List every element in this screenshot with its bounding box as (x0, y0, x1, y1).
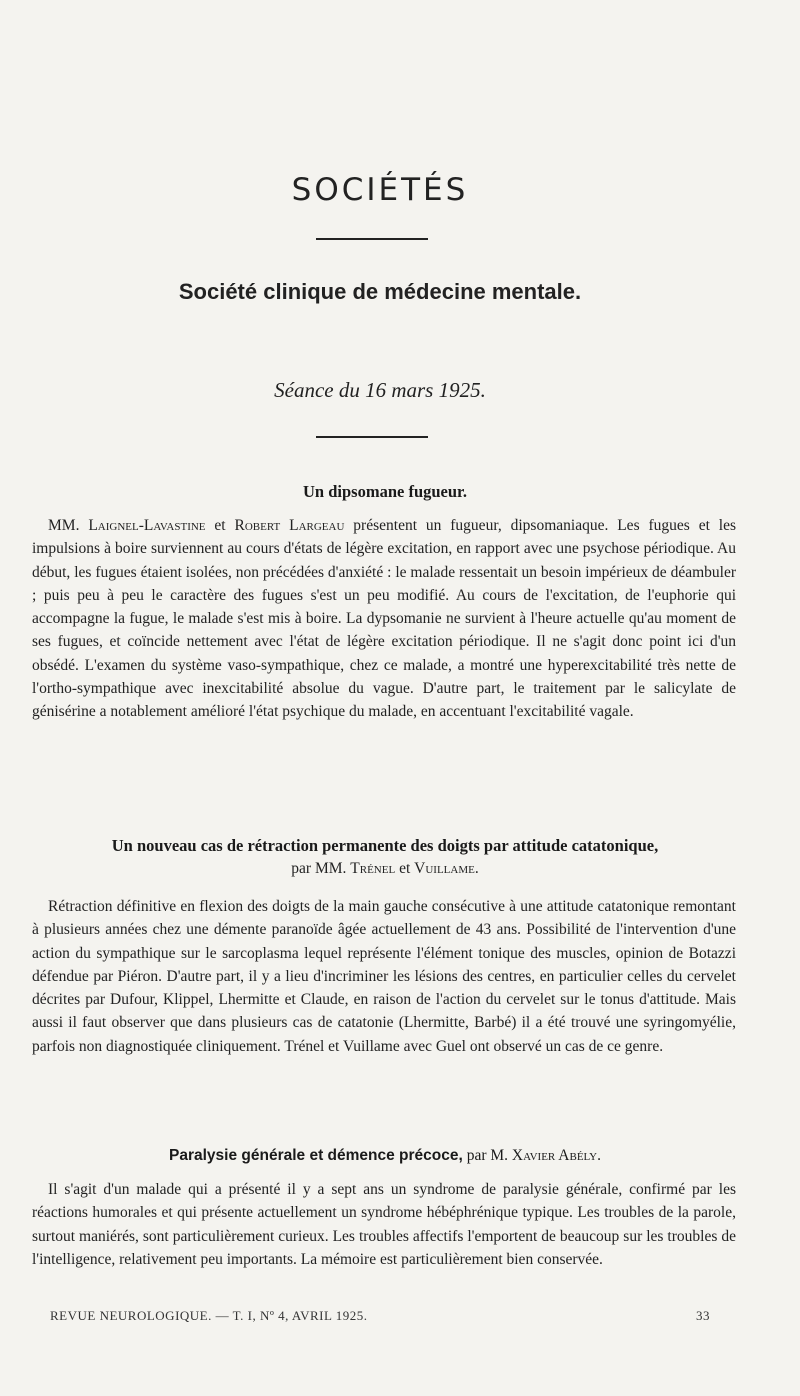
author-name: Vuillame (414, 860, 475, 877)
author-name: Trénel (350, 860, 396, 877)
author-name: Xavier Abély (511, 1147, 598, 1164)
page-number: 33 (696, 1308, 710, 1323)
byline-suffix: . (474, 860, 479, 877)
section-body-dipsomane (32, 514, 736, 724)
session-date: Séance du 16 mars 1925. (274, 378, 486, 402)
page-title: SOCIÉTÉS (291, 172, 469, 208)
journal-reference: REVUE NEUROLOGIQUE. — T. I, Nº 4, AVRIL 1925. (50, 1308, 368, 1323)
paragraph-text: présentent un fugueur, dipsomaniaque. Les fugues et les impulsions à boire surviennent au cours d'états de légère excitation, en rapport avec une psychose périodique. Au début, les fugues étaient isolées, non précédées d'anxiété : le malade ressentait un besoin impérieux de déambuler ; puis peu à peu le caractère des fugues s'est un peu modifié. Au cours de l'excitation, de l'euphorie qui accompagne la fugue, le malade s'est mis à boire. La dypsomanie ne survient à l'heure actuelle qu'au moment de ses fugues, et coïncide nettement avec l'état de légère excitation périodique. Il ne s'agit donc point ici d'un obsédé. L'examen du système vaso-sympathique, chez ce malade, a montré une hyperexcitabilité très nette de l'ortho-sympathique avec inexcitabilité absolue du vague. D'autre part, le traitement par le salicylate de génisérine a notablement amélioré l'état psychique du malade, en accentuant l'excitabilité vagale. (32, 517, 736, 721)
section-byline-retraction (30, 860, 740, 878)
section-body-paralysie: Il s'agit d'un malade qui a présenté il y a sept ans un syndrome de paralysie générale, confirmé par les réactions humorales et qui présente actuellement un syndrome hébéphrénique typique. Les troubles de la parole, surtout maniérés, sont particulièrement curieux. Les troubles affectifs l'emportent de beaucoup sur les troubles de l'intelligence, relativement peu importants. La mémoire est particulièrement bien conservée. (32, 1181, 736, 1268)
section-title-dipsomane: Un dipsomane fugueur. (303, 482, 467, 501)
authors-prefix: MM. (48, 517, 89, 534)
conjunction: et (205, 517, 235, 534)
section-title-text: Paralysie générale et démence précoce, (169, 1147, 463, 1164)
section-title-paralysie (30, 1147, 740, 1165)
section-title-retraction: Un nouveau cas de rétraction permanente des doigts par attitude catatonique, (111, 836, 659, 855)
author-name: Robert Largeau (234, 517, 345, 534)
conjunction: et (395, 860, 415, 877)
byline-suffix: . (597, 1147, 601, 1164)
society-heading: Société clinique de médecine mentale. (178, 279, 582, 304)
author-name: Laignel-Lavastine (88, 517, 206, 534)
session-divider (316, 436, 428, 438)
title-divider (316, 238, 428, 240)
byline-prefix: par M. (462, 1147, 512, 1164)
byline-prefix: par MM. (291, 860, 351, 877)
section-body-retraction: Rétraction définitive en flexion des doigts de la main gauche consécutive à une attitude catatonique remontant à plusieurs années chez une démente paranoïde âgée actuellement de 43 ans. Possibilité de l'intervention d'une action du sympathique sur le sarcoplasma lequel représente l'élément tonique des muscles, opinion de Botazzi défendue par Piéron. D'autre part, il y a lieu d'incriminer les lésions des centres, en particulier celles du cervelet décrites par Dufour, Klippel, Lhermitte et Claude, en raison de l'action du cervelet sur le tonus d'attitude. Mais aussi il faut observer que dans plusieurs cas de catatonie (Lhermitte, Barbé) il a été trouvé une syringomyélie, parfois non diagnostiquée cliniquement. Trénel et Vuillame avec Guel ont observé un cas de ce genre. (32, 898, 736, 1055)
